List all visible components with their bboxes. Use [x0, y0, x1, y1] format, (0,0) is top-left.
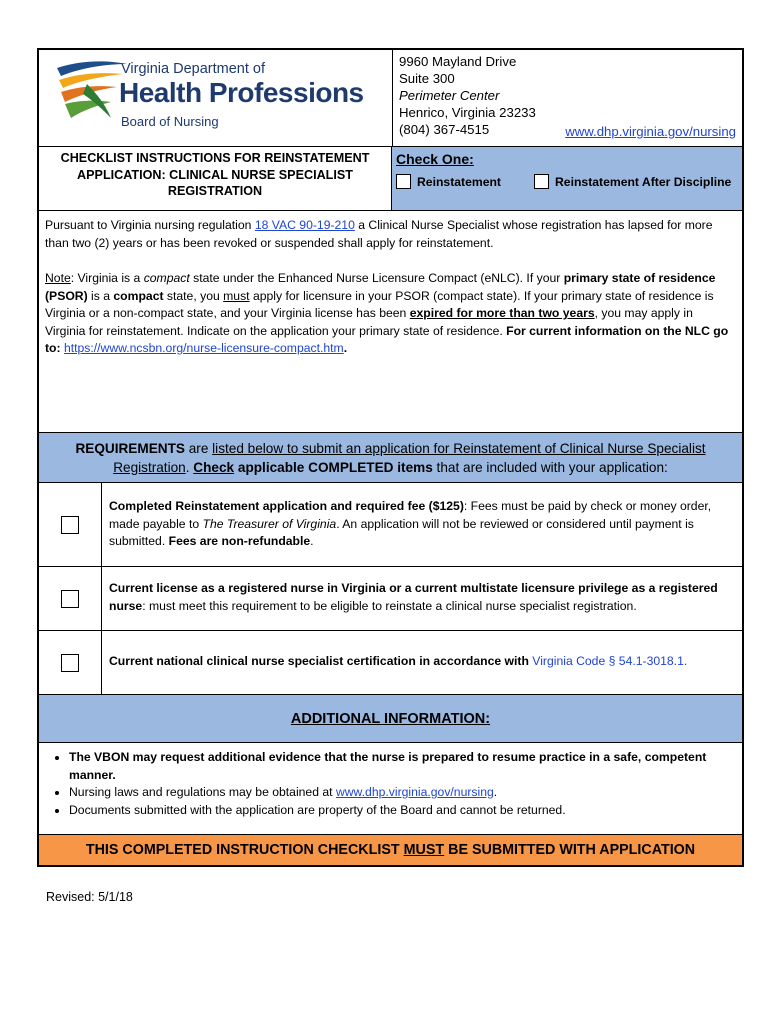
logo-line1: Virginia Department of [121, 61, 266, 77]
fee-checkbox[interactable] [61, 516, 79, 534]
address-block [393, 50, 742, 146]
option-reinstatement-after-discipline[interactable] [534, 174, 731, 189]
list-item [69, 802, 736, 820]
item-checkbox-cell [39, 567, 102, 630]
checklist-form [37, 48, 744, 867]
note-text-b: state under the Enhanced Nurse Licensure Compact (eNLC). If your [189, 271, 564, 285]
reinstatement-after-discipline-checkbox[interactable] [534, 174, 549, 189]
logo-line3: Board of Nursing [121, 114, 219, 129]
nursing-laws-link[interactable]: www.dhp.virginia.gov/nursing [335, 785, 494, 799]
note-compact2: compact [113, 288, 164, 303]
nlc-link[interactable]: https://www.ncsbn.org/nurse-licensure-compact.htm [63, 341, 344, 355]
bullet1-text: The VBON may request additional evidence that the nurse is prepared to resume practice in a safe, competent manner [69, 750, 707, 782]
page-title [39, 147, 392, 210]
fee-text-a: : Fees must be paid by check or money order, made payable to [109, 499, 712, 531]
bullet3-text: Documents submitted with the application are property of the Board and cannot be returned. [69, 802, 566, 817]
requirements-text-b: . [185, 459, 194, 475]
requirements-text-d: that are included with your application: [432, 459, 668, 475]
license-requirement-text [102, 567, 742, 630]
additional-info-heading: ADDITIONAL INFORMATION: [39, 695, 742, 743]
note-psor: primary state of residence (PSOR) [45, 271, 716, 303]
banner-text-a: THIS COMPLETED INSTRUCTION CHECKLIST [85, 842, 400, 858]
regulation-link[interactable]: 18 VAC 90-19-210 [254, 218, 355, 232]
requirements-heading [39, 433, 742, 483]
address-city: Henrico, Virginia 23233 [399, 105, 536, 120]
certification-requirement-text [102, 631, 742, 694]
requirement-item [39, 567, 742, 631]
certification-checkbox[interactable] [61, 654, 79, 672]
list-item [69, 749, 736, 784]
logo-line2: Health Professions [119, 77, 364, 108]
note-current: For current information on the NLC go to: [45, 323, 729, 355]
note-text-f: , you may apply in Virginia for reinstatement. Indicate on the application your primary state of residence. [45, 306, 693, 338]
requirements-text-a: are [184, 441, 213, 456]
intro-section [39, 211, 742, 433]
option-reinstatement[interactable] [396, 174, 501, 189]
additional-info-list [39, 743, 742, 835]
fee-text-c: . [310, 534, 314, 548]
vdhp-logo [39, 50, 393, 146]
requirements-text-c: applicable COMPLETED items [234, 459, 433, 475]
list-item [69, 784, 736, 802]
requirement-item [39, 631, 742, 695]
title-line2: APPLICATION: CLINICAL NURSE SPECIALIST [77, 167, 353, 182]
intro-paragraph [45, 217, 736, 252]
bullet1-end: . [112, 767, 116, 782]
requirements-check: Check [193, 459, 235, 475]
check-one-heading: Check One: [396, 151, 474, 167]
note-label: Note [45, 271, 71, 285]
requirements-listed: listed below to submit an application for Reinstatement of Clinical Nurse Specialist Registration [113, 441, 706, 475]
note-compact: compact [143, 271, 190, 285]
submission-banner [39, 835, 742, 865]
reinstatement-checkbox[interactable] [396, 174, 411, 189]
license-checkbox[interactable] [61, 590, 79, 608]
address-building: Perimeter Center [399, 88, 500, 103]
note-paragraph [45, 270, 736, 358]
banner-text-b: BE SUBMITTED WITH APPLICATION [448, 842, 696, 858]
note-expired: expired for more than two years [409, 306, 595, 320]
note-text-a: : Virginia is a [70, 271, 144, 285]
banner-must: MUST [403, 842, 445, 858]
bullet2-end: . [493, 785, 498, 799]
title-row [39, 147, 742, 211]
fee-text-b: . An application will not be reviewed or considered until payment is submitted. [109, 516, 694, 548]
address-suite: Suite 300 [399, 71, 455, 86]
bullet2-text: Nursing laws and regulations may be obtained at [69, 785, 336, 799]
fee-requirement-text [102, 483, 742, 566]
title-line1: CHECKLIST INSTRUCTIONS FOR REINSTATEMENT [60, 151, 370, 165]
note-text-d: state, you [163, 288, 224, 303]
license-bold: Current license as a registered nurse in Virginia or a current multistate licensure privilege as a registered nurse [109, 581, 718, 613]
title-line3: REGISTRATION [167, 184, 263, 198]
fee-nonrefundable: Fees are non-refundable [168, 534, 311, 548]
note-must: must [223, 288, 250, 303]
requirement-item [39, 483, 742, 567]
reinstatement-label: Reinstatement [417, 174, 501, 189]
address-phone: (804) 367-4515 [399, 122, 490, 137]
header-row [39, 50, 742, 147]
fee-treasurer: The Treasurer of Virginia [202, 516, 337, 531]
reinstatement-after-discipline-label: Reinstatement After Discipline [555, 174, 732, 189]
check-one-panel [392, 147, 742, 210]
virginia-code-link[interactable]: Virginia Code § 54.1-3018.1. [532, 654, 688, 668]
fee-bold: Completed Reinstatement application and required fee ($125) [109, 499, 464, 513]
website-link[interactable]: www.dhp.virginia.gov/nursing [565, 124, 736, 139]
revised-date: Revised: 5/1/18 [46, 890, 133, 904]
intro-text-b: a Clinical Nurse Specialist whose registration has lapsed for more than two (2) years or has been revoked or suspended shall apply for reinstatement. [45, 218, 713, 250]
item-checkbox-cell [39, 483, 102, 566]
note-text-e: apply for licensure in your PSOR (compact state). If your primary state of residence is Virginia or a non-compact state, and your Virginia license has been [45, 288, 714, 320]
certification-bold: Current national clinical nurse specialist certification in accordance with [109, 654, 533, 668]
note-period: . [343, 341, 348, 355]
intro-text-a: Pursuant to Virginia nursing regulation [45, 218, 255, 232]
license-text-a: : must meet this requirement to be eligible to reinstate a clinical nurse specialist registration. [142, 598, 637, 613]
address-street: 9960 Mayland Drive [399, 54, 517, 69]
note-text-c: is a [87, 288, 114, 303]
requirements-label: REQUIREMENTS [75, 441, 185, 456]
item-checkbox-cell [39, 631, 102, 694]
